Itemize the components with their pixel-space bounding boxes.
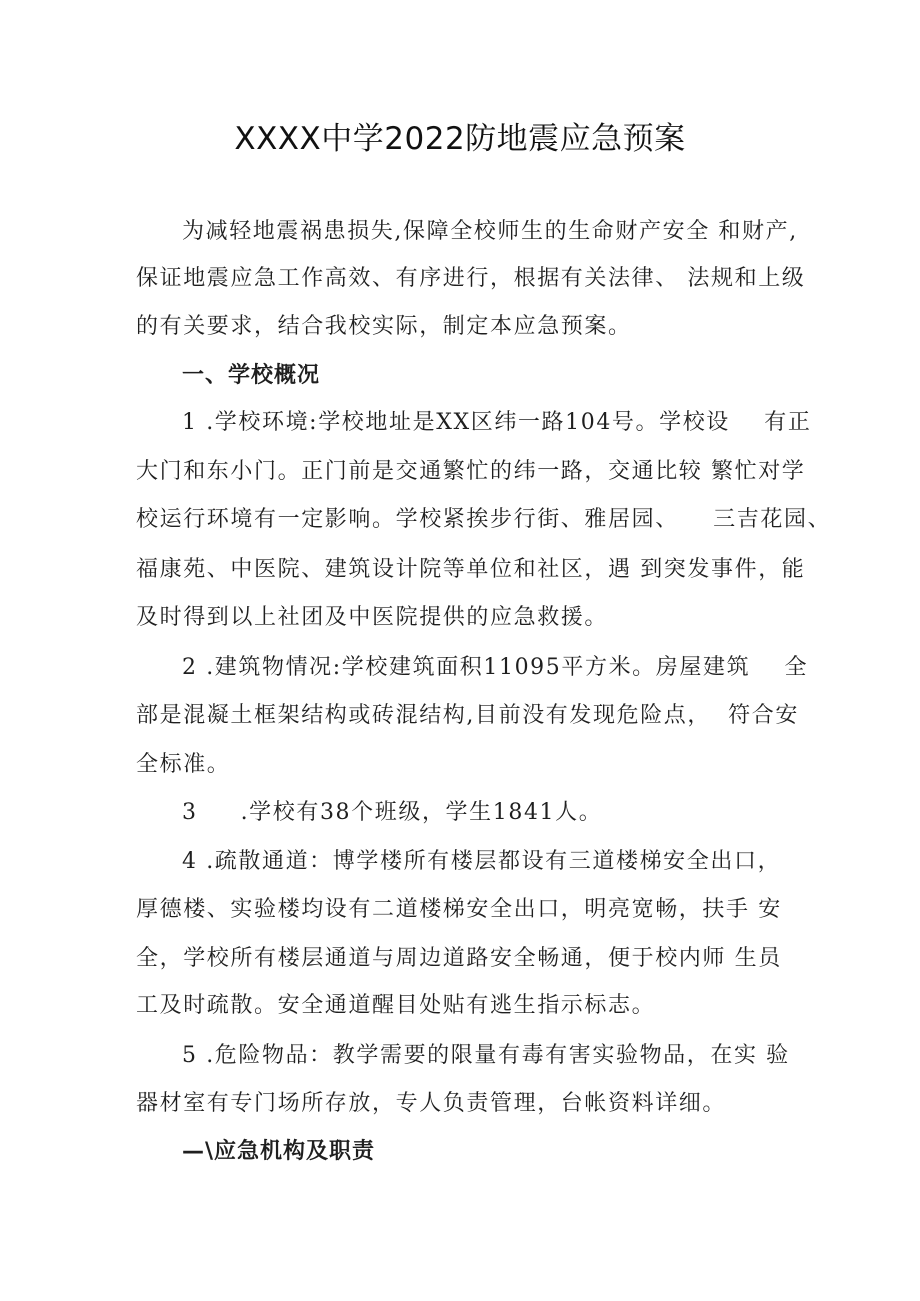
intro-line-2: 保证地震应急工作高效、有序进行，根据有关法律、 法规和上级: [136, 266, 806, 291]
item-5-line-2: 器材室有专门场所存放，专人负责管理，台帐资料详细。: [136, 1091, 727, 1116]
item-2-line-3: 全标准。: [136, 752, 231, 777]
intro-line-1: 为减轻地震祸患损失,保障全校师生的生命财产安全 和财产,: [182, 219, 798, 244]
intro-line-3: 的有关要求，结合我校实际，制定本应急预案。: [136, 314, 632, 339]
item-2-line-2: 部是混凝土框架结构或砖混结构,目前没有发现危险点， 符合安: [136, 703, 799, 728]
item-1-line-1: 1 .学校环境:学校地址是XX区纬一路104号。学校设 有正: [182, 410, 812, 435]
item-2-line-1: 2 .建筑物情况:学校建筑面积11095平方米。房屋建筑 全: [182, 655, 809, 680]
item-1-line-5: 及时得到以上社团及中医院提供的应急救援。: [136, 605, 609, 630]
section-heading-1: 一、学校概况: [182, 363, 321, 388]
item-1-line-4: 福康苑、中医院、建筑设计院等单位和社区，遇 到突发事件，能: [136, 557, 806, 582]
item-1-line-3: 校运行环境有一定影响。学校紧挨步行街、雅居园、 三吉花园、: [136, 507, 832, 532]
item-4-line-1: 4 .疏散通道：博学楼所有楼层都设有三道楼梯安全出口，: [182, 849, 782, 874]
item-1-line-2: 大门和东小门。正门前是交通繁忙的纬一路，交通比较 繁忙对学: [136, 459, 806, 484]
item-5-line-1: 5 .危险物品：教学需要的限量有毒有害实验物品，在实 验: [182, 1043, 790, 1068]
item-4-line-2: 厚德楼、实验楼均设有二道楼梯安全出口，明亮宽畅，扶手 安: [136, 897, 782, 922]
item-3-line-1: 3 .学校有38个班级，学生1841人。: [182, 800, 603, 825]
item-4-line-4: 工及时疏散。安全通道醒目处贴有逃生指示标志。: [136, 993, 656, 1018]
item-4-line-3: 全，学校所有楼层通道与周边道路安全畅通，便于校内师 生员: [136, 946, 782, 971]
section-heading-2: —\应急机构及职责: [182, 1139, 376, 1164]
document-title: XXXX中学2022防地震应急预案: [234, 121, 686, 157]
